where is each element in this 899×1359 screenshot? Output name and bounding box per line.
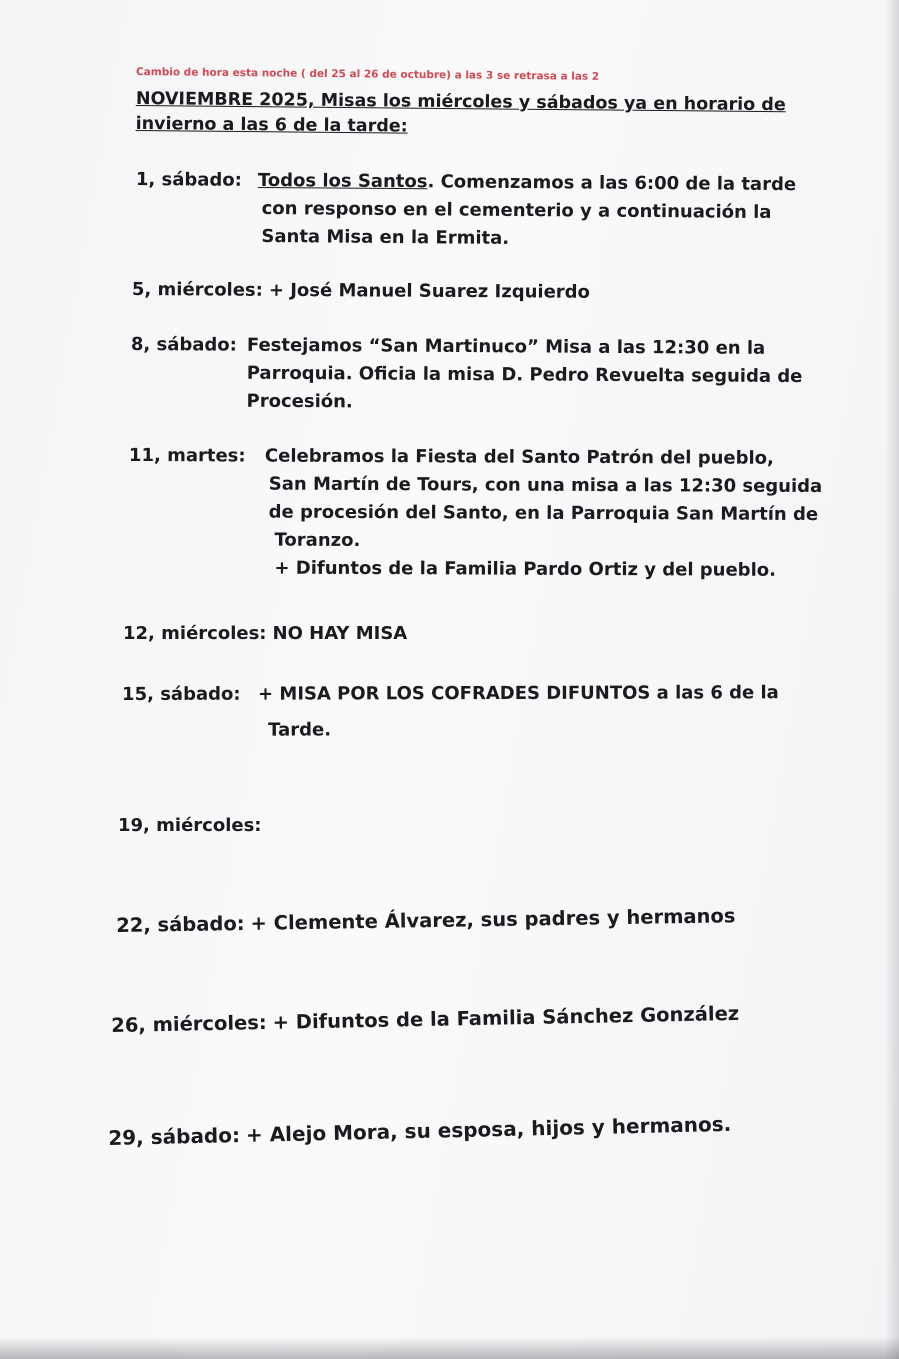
entry-line: + José Manuel Suarez Izquierdo (268, 279, 591, 303)
entry-line: NO HAY MISA (272, 623, 408, 644)
entry-day: 15, sábado: (122, 683, 241, 705)
entry-nov-15 (122, 675, 779, 749)
entry-line: Santa Misa en la Ermita. (261, 225, 510, 249)
entry-line: Procesión. (246, 390, 353, 413)
entry-line: Celebramos la Fiesta del Santo Patrón del pueblo, (264, 445, 774, 469)
entry-nov-11 (128, 442, 822, 585)
entry-day: 26, miércoles: (111, 1011, 267, 1037)
page-bottom-shadow (0, 1337, 899, 1359)
entry-day: 11, martes: (128, 444, 246, 467)
entry-line: Toranzo. (274, 529, 361, 552)
entry-line: San Martín de Tours, con una misa a las 12:30 seguida (268, 473, 823, 498)
entry-line: de procesión del Santo, en la Parroquia San Martín de (268, 501, 819, 526)
entry-day: 12, miércoles: (123, 623, 267, 644)
entry-day: 19, miércoles: (118, 815, 262, 836)
entry-line: Tarde. (268, 719, 332, 741)
entry-line: + Clemente Álvarez, sus padres y hermanos (250, 904, 736, 935)
entry-nov-19 (118, 812, 262, 840)
entry-line: + Difuntos de la Familia Sánchez González (272, 1001, 740, 1034)
entry-nov-22 (116, 902, 736, 940)
entry-day: 22, sábado: (116, 911, 245, 937)
entry-nov-1 (135, 166, 796, 255)
entry-line: Festejamos “San Martinuco” Misa a las 12:30 en la (246, 334, 766, 359)
time-change-notice: Cambio de hora esta noche ( del 25 al 26 de octubre) a las 3 se retrasa a las 2 (135, 66, 600, 83)
entry-line: con responso en el cementerio y a continuación la (261, 197, 772, 223)
entry-line: . Comenzamos a las 6:00 de la tarde (427, 171, 797, 196)
entry-nov-26 (111, 1000, 739, 1040)
entry-nov-12 (123, 620, 407, 648)
page-edge-shadow (885, 0, 899, 1359)
entry-line: + MISA POR LOS COFRADES DIFUNTOS a las 6 de la (258, 682, 779, 705)
entry-day: 8, sábado: (130, 333, 237, 356)
entry-line: + Difuntos de la Familia Pardo Ortiz y del pueblo. (274, 557, 777, 581)
entry-line: Parroquia. Oficia la misa D. Pedro Revuelta seguida de (246, 362, 803, 388)
entry-day: 5, miércoles: (131, 278, 263, 301)
page-title: NOVIEMBRE 2025, Misas los miércoles y sábados ya en horario de invierno a las 6 de la tarde: (135, 88, 786, 137)
entry-nov-29 (108, 1110, 732, 1152)
entry-day: 1, sábado: (135, 168, 242, 191)
entry-day: 29, sábado: (108, 1123, 241, 1150)
entry-nov-5 (132, 276, 590, 307)
entry-line: + Alejo Mora, su esposa, hijos y hermanos. (245, 1111, 732, 1147)
entry-nov-8 (130, 331, 802, 419)
entry-line-feast-name: Todos los Santos (257, 169, 428, 193)
